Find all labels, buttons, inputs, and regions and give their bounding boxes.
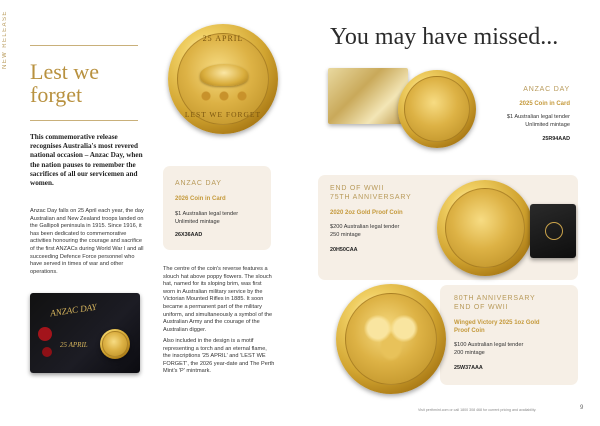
box-emblem — [545, 222, 563, 240]
product-3-sku: 25W37AAA — [454, 365, 483, 371]
page-number: 9 — [580, 405, 584, 411]
middle-paragraph-2: Also included in the design is a motif representing a torch and an eternal flame, the inscriptions '25 APRIL' and 'LEST WE FORGET', the 2026 year-date and The Perth Mint's 'P' mintmark. — [163, 338, 275, 375]
product-2-mintage: 250 mintage — [330, 232, 361, 238]
card-coin — [100, 329, 130, 359]
winged-victory-motif — [358, 304, 424, 374]
new-release-tab: NEW RELEASE — [2, 10, 8, 69]
product-1-name: 2025 Coin in Card — [519, 101, 570, 107]
product-1-card — [470, 76, 578, 152]
featured-coin — [168, 24, 278, 134]
product-3-category-line2: END OF WWII — [454, 304, 509, 311]
coin-text-top: 25 APRIL — [202, 34, 244, 43]
product-3-mintage: 200 mintage — [454, 350, 485, 356]
product-3-name-line2: Proof Coin — [454, 328, 485, 334]
poppy-graphic — [38, 327, 52, 341]
product-2-sku: 20H50CAA — [330, 247, 358, 253]
product-3-legal-tender: $100 Australian legal tender — [454, 342, 524, 348]
poppies-motif — [194, 90, 254, 102]
featured-product-name: 2026 Coin in Card — [175, 196, 226, 202]
featured-category: ANZAC DAY — [175, 180, 222, 187]
page-title: Lest we forget — [30, 59, 100, 107]
lead-paragraph: This commemorative release recognises Australia's most revered national occasion – Anzac Day, when the nation pauses to remember the sacrifices of all our servicemen and women. — [30, 133, 143, 188]
product-3-coin — [336, 284, 446, 394]
product-2-coin — [437, 180, 533, 276]
title-top-rule — [30, 45, 138, 46]
card-image-title: ANZAC DAY — [49, 301, 98, 319]
product-1-sku: 25R94AAD — [542, 136, 570, 142]
product-3-name-line1: Winged Victory 2025 1oz Gold — [454, 320, 540, 326]
coin-card-image — [30, 293, 140, 373]
middle-paragraph-1: The centre of the coin's reverse features a slouch hat above poppy flowers. The slouch hat, named for its sloping brim, was first worn in Australian military service by the Victorian Mounted Rifles in 1885. It soon became a permanent part of the military uniform, and simultaneously a symbol of the Australian Army and the courage of the Australian digger. — [163, 266, 273, 333]
product-2-box — [530, 204, 576, 258]
product-1-mintage: Unlimited mintage — [525, 122, 570, 128]
product-2-category-line2: 75TH ANNIVERSARY — [330, 194, 412, 201]
featured-mintage: Unlimited mintage — [175, 219, 220, 225]
product-3-category-line1: 80TH ANNIVERSARY — [454, 295, 536, 302]
card-image-subtitle: 25 APRIL — [60, 341, 88, 349]
featured-legal-tender: $1 Australian legal tender — [175, 211, 239, 217]
product-1-coin — [398, 70, 476, 148]
footer-text: Visit perthmint.com or call 1800 308 468 for current pricing and availability. — [418, 408, 537, 412]
product-2-name: 2020 2oz Gold Proof Coin — [330, 210, 403, 216]
product-3-card — [440, 285, 578, 385]
product-2-legal-tender: $200 Australian legal tender — [330, 224, 400, 230]
product-2-category-line1: END OF WWII — [330, 185, 385, 192]
poppy-graphic-2 — [42, 347, 52, 357]
missed-heading: You may have missed... — [330, 24, 559, 50]
product-1-legal-tender: $1 Australian legal tender — [506, 114, 570, 120]
product-1-card-image — [328, 68, 408, 124]
body-paragraph: Anzac Day falls on 25 April each year, the day Australian and New Zealand troops landed on the Gallipoli peninsula in 1915. Since 1916, it has been dedicated to commemorative activities honouring the courage and sacrifice of the first ANZACs during World War I and all succeeding Defence Force personnel who have served in times of war and other operations. — [30, 208, 144, 275]
featured-product-card — [163, 166, 271, 250]
title-bottom-rule — [30, 120, 138, 121]
featured-sku: 26X36AAD — [175, 232, 203, 238]
coin-text-bottom: LEST WE FORGET — [184, 110, 262, 119]
product-1-category: ANZAC DAY — [523, 86, 570, 93]
slouch-hat-motif — [200, 64, 248, 86]
